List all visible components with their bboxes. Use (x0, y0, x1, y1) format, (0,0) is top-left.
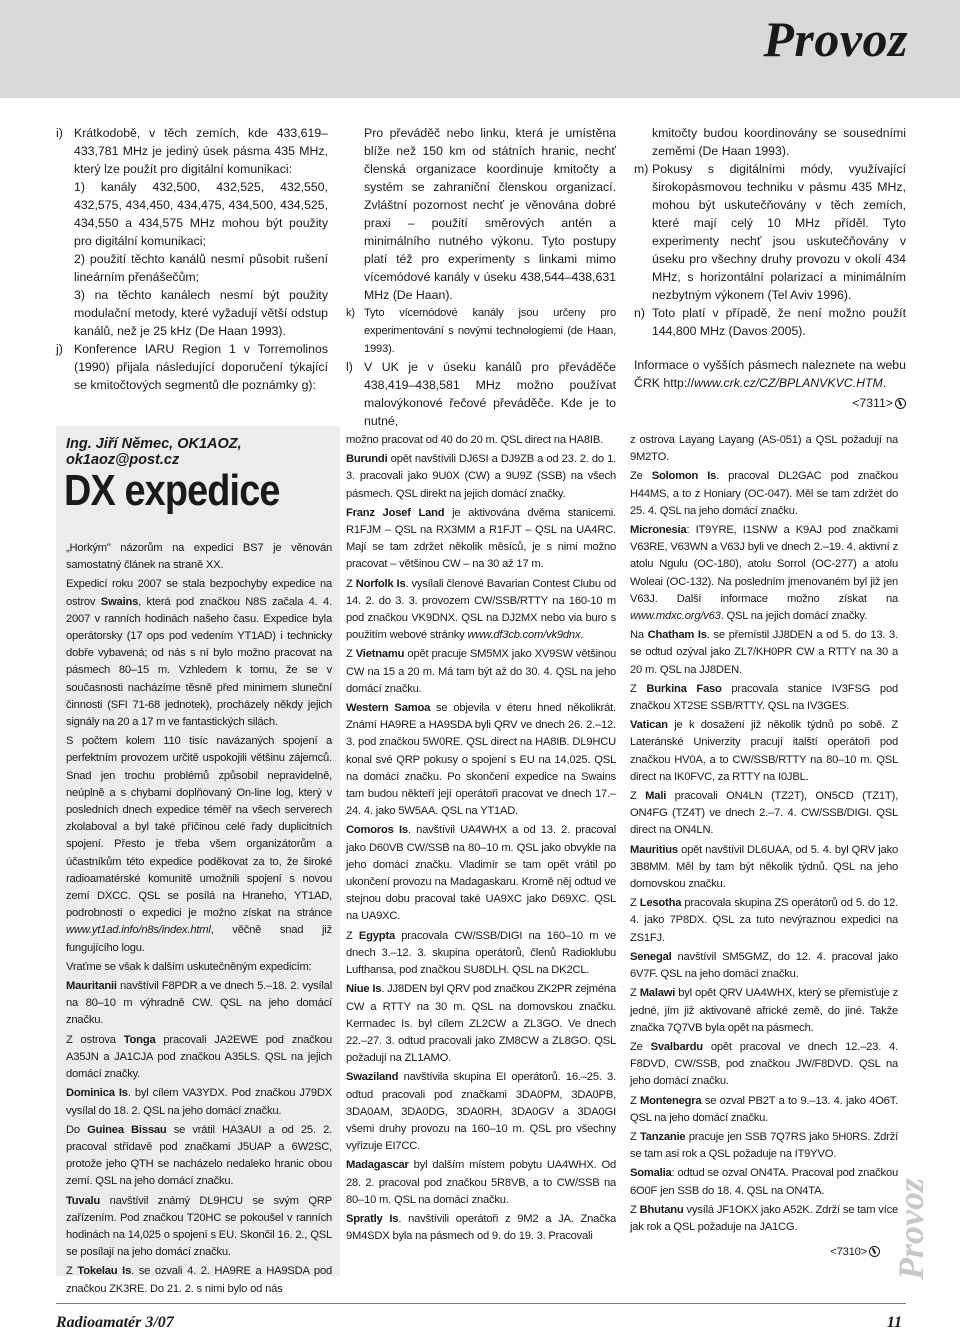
place-name: Comoros Is (346, 824, 408, 837)
text: S počtem kolem 110 tisíc navázaných spojení a perfektním provozem určitě uspokojili většinu zájemců. Snad jen trochu problémů způsobil nepravidelně, neúplně a s chybami doplňovaný On-line log, který v posledních dnech expedice téměř na všech serverech zkolaboval a byl také příčinou celé řady duplicitních spojení. Přesto je třeba všem organizátorům a účastníkům této expedice poděkovat za to, že široké radioamatérské komunitě umožnili spojení s novou zemí DXCC. QSL se posílá na Hraneho, YT1AD, podrobnosti o expedici je možno získat na stránce (66, 735, 332, 920)
text: Do (66, 1123, 88, 1136)
text: se vrátil HA3AUI a od 25. 2. pracoval střídavě pod značkami J5UAP a 6W2SC, protože jeho QTH se nacházelo nedaleko hranic obou zemí. QSL na jeho domácí značku. (66, 1123, 333, 1188)
item-marker: l) (346, 360, 353, 374)
place-name: Montenegra (640, 1094, 702, 1107)
text: . navštívili operátoři z 9M2 a JA. Značka 9M4SDX byla na pásmech od 9. do 19. 3. Pracovali (346, 1212, 616, 1243)
article-author: Ing. Jiří Němec, OK1AOZ, ok1aoz@post.cz (66, 436, 242, 468)
web-link[interactable]: www.yt1ad.info/n8s/index.html (66, 924, 211, 937)
place-name: Lesotha (639, 897, 682, 910)
paragraph (630, 627, 898, 679)
list-item-m (634, 160, 906, 304)
text: Ze (630, 1040, 651, 1053)
place-name: Chatham Is (647, 629, 707, 642)
text: . JJ8DEN byl QRV pod značkou ZK2PR zejména CW a RTTY na 30 m. QSL na domovskou značku. Kermadec Is. byl cílem ZL2CW a ZL3GO. Ve dnech 22.–27. 3. odtud pracovali jako ZM8CW a ZL8GO. QSL požadují na ZL1AMO. (346, 983, 616, 1065)
sub-item-1: 1) kanály 432,500, 432,525, 432,550, 432,575, 434,450, 434,475, 434,500, 434,525, 434,550 a 434,575 MHz mohou být použity pro digitální komunikaci; (74, 180, 328, 248)
paragraph (66, 1032, 332, 1084)
text: , která pod značkou N8S začala 4. 4. 2007 v ranních hodinách našeho času. Expedice byla operátorsky (17 ops pod vedením YT1AD) i technicky dobře vybavená; od nás s ní bylo možno pracovat na pásmech 80–15 m. Vzhledem k tomu, že se v současnosti nacházíme těsně před minimem sluneční činnosti (SFI 71-68 jednotek), procházely někdy jejich signály na 20 a 17 m ve fantastických silách. (66, 595, 332, 729)
top-column-3 (634, 124, 906, 414)
text: je k dosažení již několik týdnů po sobě. Z Lateránské Univerzity pracují italští operátoři pod značkou HV0A, a to CW/SSB/RTTY na 80–10 m. QSL direct na IK0FVC, za RTTY na I0JBL. (630, 719, 898, 783)
continued-paragraph: kmitočty budou koordinovány se sousedními zeměmi (De Haan 1993). (652, 126, 906, 158)
place-name: Micronesia (630, 524, 687, 537)
place-name: Burkina Faso (646, 682, 722, 695)
paragraph (630, 985, 898, 1037)
paragraph (630, 1039, 898, 1091)
place-name: Senegal (630, 950, 672, 963)
text: je aktivována dvěma stanicemi. R1FJM – QSL na RX3MM a R1FJT – QSL na UA4RC. Mají se tam zdržet několik měsíců, je s nimi možno pracovat – většinou CW – na 30 až 17 m. (346, 506, 616, 571)
dx-column-3 (630, 432, 898, 1263)
vertical-section-label: Provoz (891, 1178, 931, 1280)
text: . (580, 629, 584, 642)
item-marker: m) (634, 162, 649, 176)
article-ref (634, 394, 906, 412)
item-text: V UK je v úseku kanálů pro převáděče 438,419–438,581 MHz možno používat malovýkonové řečové převáděče. Kde je to nutné, (364, 360, 616, 428)
place-name: Tonga (123, 1033, 156, 1046)
paragraph (346, 822, 616, 925)
place-name: Burundi (346, 453, 388, 466)
dx-column-1 (66, 540, 332, 1300)
place-name: Tanzanie (639, 1130, 686, 1143)
item-text: Pokusy s digitálními módy, využívající širokopásmovou techniku v pásmu 435 MHz, mohou být uskutečňovány v těch zemích, které mají celý 10 MHz příděl. Tyto experimenty nechť jsou uskutečňovány v úseku pro všechny druhy provozu v okolí 434 MHz, s horizontální polarizací a minimálním nezbytným výkonem (Tel Aviv 1996). (652, 162, 906, 302)
end-mark-icon (895, 398, 906, 409)
paragraph (630, 681, 898, 715)
paragraph (630, 895, 898, 947)
dx-column-2 (346, 432, 616, 1247)
item-marker: j) (56, 342, 63, 356)
paragraph (346, 451, 616, 503)
ref-number: <7310> (830, 1246, 867, 1259)
item-text: Toto platí v případě, že není možno použít 144,800 MHz (Davos 2005). (652, 306, 906, 338)
item-text: Tyto vícemódové kanály jsou určeny pro experimentování s novými technologiemi (de Haan, 1993). (364, 307, 616, 355)
sub-item-2: 2) použití těchto kanálů nesmí působit rušení lineárním přenášečům; (74, 252, 328, 284)
article-ref (630, 1244, 898, 1261)
paragraph (66, 576, 332, 731)
paragraph: Vraťme se však k dalším uskutečněným expedicím: (66, 960, 312, 973)
list-item-l (346, 358, 616, 430)
text: Z (66, 1265, 78, 1278)
paragraph (346, 1157, 616, 1209)
top-column-1 (56, 124, 328, 394)
paragraph (66, 1193, 332, 1262)
text: se ozval PB2T a to 9.–13. 4. jako 4O6T. QSL na jeho domácí značku. (630, 1094, 898, 1124)
text: pracovala CW/SSB/DIGI na 160–10 m ve dnech 3.–12. 3. skupina operátorů, členů Radioklubu Lufthansa, pod značkou SU8DLH. QSL na DK2CL. (346, 929, 616, 977)
text: pracovala stanice IV3FSG pod značkou XT2SE SSB/RTTY. QSL na IV3GES. (630, 682, 898, 713)
place-name: Malawi (639, 987, 676, 1000)
page-number: 11 (886, 1314, 902, 1331)
text: : IT9YRE, I1SNW a K9AJ pod značkami V63RE, V63WN a V63J byli ve dnech 2.–19. 4. aktivní z atolu Ngulu (OC-180), atolu Sorrol (OC-277) a atolu Woleai (OC-132). Na posledním jmenovaném byl již jen V63J. Další informace možno získat na (630, 524, 898, 605)
text: byl dalším místem pobytu UA4WHX. Od 28. 2. pracoval pod značkou 5R8VB, a to CW/SSB na 80–10 m. QSL na domácí značku. (346, 1159, 616, 1206)
item-marker: n) (634, 306, 645, 320)
paragraph (66, 733, 332, 957)
list-item-i (56, 124, 328, 178)
paragraph (630, 788, 898, 840)
text: pracovali ON4LN (TZ2T), ON5CD (TZ1T), ON4FG (TZ4T) ve dnech 2.–7. 4. CW/SSB/DIGI. QSL direct na ON4LN. (630, 790, 898, 837)
item-marker: i) (56, 126, 63, 140)
paragraph (66, 1085, 332, 1119)
paragraph (630, 1202, 898, 1236)
text: Z (630, 1130, 640, 1143)
text: . pracoval DL2GAC pod značkou H44MS, a to z Honiary (OC-047). Měl se tam zdržet do 25. 4. QSL na jeho domácí značku. (630, 470, 898, 517)
place-name: Spratly Is (346, 1212, 399, 1225)
paragraph (346, 981, 616, 1067)
text: opět pracuje SM5MX jako XV9SW většinou CW na 15 a 20 m. Má tam být až do 30. 4. QSL na jeho domácí značku. (346, 648, 616, 695)
text: Z (346, 648, 356, 661)
text: Expedicí roku 2007 se stala bezpochyby expedice na ostrov (66, 578, 332, 608)
text: navštívil F8PDR a ve dnech 5.–18. 2. vysílal na 80–10 m výhradně CW. QSL na jeho domácí značku. (66, 980, 332, 1027)
web-link[interactable]: www.df3cb.com/vk9dnx (467, 629, 581, 642)
info-end: . (882, 376, 887, 390)
section-title: Provoz (763, 11, 908, 67)
paragraph: možno pracovat od 40 do 20 m. QSL direct na HA8IB. (346, 434, 603, 446)
text: pracovali JA2EWE pod značkou A35JN a JA1CJA pod značkou A35LS. QSL na jejich domácí značky. (66, 1033, 332, 1081)
paragraph (630, 949, 898, 983)
text: . se ozvali 4. 2. HA9RE a HA9SDA pod značkou ZK3RE. Do 21. 2. s nimi bylo od nás (66, 1265, 332, 1295)
paragraph (346, 700, 616, 820)
paragraph (630, 1129, 898, 1163)
place-name: Dominica Is (66, 1087, 128, 1100)
text: Na (630, 629, 648, 642)
place-name: Swaziland (346, 1071, 399, 1084)
info-paragraph (634, 356, 906, 392)
item-text: Konference IARU Region 1 v Torremolinos (1990) přijala následující doporučení týkající se kmitočtových segmentů dle poznámky g): (74, 342, 328, 392)
text: navštívil SM5GMZ, do 12. 4. pracoval jako 6V7F. QSL na jeho domácí značku. (630, 950, 898, 981)
text: Ze (630, 470, 652, 483)
paragraph (66, 1263, 332, 1297)
text: . byl cílem VA3YDX. Pod značkou J79DX vysílal do 18. 2. QSL na jeho domácí značku. (66, 1087, 333, 1117)
text: navštívil známý DL9HCU se svým QRP zařízením. Pod značkou T20HC se pokoušel v ranních hodinách na 14,025 o spojení s EU. Skončil 16. 2., QSL se posílají na jeho domácí značku. (66, 1194, 332, 1259)
place-name: Madagascar (346, 1159, 409, 1172)
text: Z (630, 682, 647, 695)
item-text: Krátkodobě, v těch zemích, kde 433,619–433,781 MHz je jediný úsek pásma 435 MHz, který lze použít pro digitální komunikaci: (74, 126, 328, 176)
article-title: DX expedice (64, 466, 280, 515)
paragraph (346, 505, 616, 574)
place-name: Swains (100, 595, 139, 608)
text: . navštívil UA4WHX a od 13. 2. pracoval jako D60VB CW/SSB na 80–10 m. QSL jako obvykle na jeho domácí značku. Vladimír se tam opět vrátil po ukončení provozu na Madagaskaru. Kromě něj odtud ve stejnou dobu pracoval také UA9XC jako D69XC. QSL na UA9XC. (346, 824, 616, 923)
paragraph (346, 1069, 616, 1155)
text: byl opět QRV UA4WHX, který se přemisťuje z jedné, jím již aktivované africké země, do jiné. Takže značka 7Q7VB byla opět na pásmech. (630, 987, 898, 1034)
paragraph (630, 717, 898, 786)
text: opět navštívili DJ6SI a DJ9ZB a od 23. 2. do 1. 3. pracovali jako 9U0X (CW) a 9U9Z (SSB) na všech pásmech. QSL direkt na jejich domácí značky. (346, 453, 616, 500)
paragraph (346, 576, 616, 645)
text: se objevila v éteru hned několikrát. Známí HA9RE a HA9SDA byli QRV ve dnech 26. 2.–12. 3. pod značkou 5W0RE. QSL direct na HA8IB. DL9HCU konal své QRP pokusy o spojení s EU na 14,025. QSL na domácí značku. Po skončení expedice na Swains tam budou někteří její operátoři pracovat ve dnech 17.–24. 4. jako 5W5AA. QSL na YT1AD. (346, 702, 616, 818)
paragraph: „Horkým" názorům na expedici BS7 je věnován samostatný článek na straně XX. (66, 542, 332, 572)
item-marker: k) (346, 307, 355, 319)
paragraph (630, 842, 898, 894)
footer-rule (56, 1303, 906, 1304)
list-item-j (56, 340, 328, 394)
text: vysílá JF1OKX jako A52K. Zdrží se tam více jak rok a QSL požaduje na JA1CG. (630, 1203, 898, 1233)
place-name: Vietnamu (355, 648, 405, 661)
text: opět navštívil DL6UAA, od 5. 4. byl QRV jako 3B8MM. Měl by tam být několik týdnů. QSL na jeho domovskou značku. (630, 843, 898, 891)
place-name: Norfolk Is (355, 577, 406, 590)
place-name: Mali (645, 790, 667, 803)
place-name: Franz Josef Land (346, 506, 445, 519)
text: pracovala skupina ZS operátorů od 5. do 12. 4. jako 7P8DX. QSL za tuto nevýraznou expedici na ZS1FJ. (630, 897, 898, 944)
paragraph (346, 928, 616, 980)
list-item-k (346, 304, 616, 358)
text: Z (346, 577, 356, 590)
paragraph (630, 522, 898, 625)
text: . vysílali členové Bavarian Contest Clubu od 14. 2. do 3. 3. provozem CW/SSB/RTTY na 160-10 m pod značkou VK9DNX. QSL na DJ2MX nebo via buro s použitím webové stránky (346, 577, 616, 642)
place-name: Tokelau Is (77, 1265, 132, 1278)
paragraph (630, 468, 898, 520)
paragraph (66, 978, 332, 1030)
place-name: Tuvalu (66, 1194, 101, 1207)
place-name: Mauritanii (66, 980, 117, 993)
text: Z (630, 987, 640, 1000)
text: . QSL na jejich domácí značky. (720, 610, 868, 623)
place-name: Egypta (358, 929, 395, 942)
continued-paragraph: Pro převáděč nebo linku, která je umístěna blíže než 150 km od státních hranic, nechť členská organizace koordinuje kmitočty a systém se zahraniční členskou organizací. Zvláštní pozornost nechť je věnována dobré praxi – použití směrových antén a minimálního nutného výkonu. Tyto postupy platí též pro experimenty s linkami mimo vícemódové kanály v úseku 438,544–438,631 MHz (De Haan). (364, 126, 616, 302)
paragraph (630, 1093, 898, 1127)
text: Z (630, 790, 646, 803)
place-name: Somalia (630, 1167, 672, 1180)
info-text: Informace o vyšších pásmech naleznete na webu ČRK http:// (634, 358, 906, 390)
info-link[interactable]: www.crk.cz/CZ/BPLANVKVC.HTM (694, 376, 883, 390)
paragraph (630, 1165, 898, 1199)
place-name: Solomon Is (651, 470, 717, 483)
ref-number: <7311> (852, 396, 893, 410)
magazine-issue: Radioamatér 3/07 (56, 1314, 174, 1331)
list-item-n (634, 304, 906, 340)
text: opět pracoval ve dnech 12.–23. 4. F8DVD, CW/SSB, pod značkou JW/F8DVD. QSL na jeho domácí značku. (630, 1040, 898, 1088)
text: pracuje jen SSB 7Q7RS jako 5H0RS. Zdrží se tam asi rok a QSL požaduje na IT9YVO. (630, 1130, 898, 1161)
paragraph (346, 1211, 616, 1245)
place-name: Svalbardu (650, 1040, 703, 1053)
place-name: Vatican (630, 719, 668, 732)
text: Z ostrova (66, 1033, 124, 1046)
text: , věčně snad již fungujícího logu. (66, 924, 332, 954)
place-name: Bhutanu (639, 1203, 684, 1216)
text: . se přemístil JJ8DEN a od 5. do 13. 3. se odtud ozýval jako ZL7/KH0PR CW a RTTY na 30 a 20 m. QSL na JJ8DEN. (630, 629, 898, 676)
paragraph: z ostrova Layang Layang (AS-051) a QSL požadují na 9M2TO. (630, 434, 898, 464)
sub-item-3: 3) na těchto kanálech nesmí být použity modulační metody, které vyžadují větší odstup kanálů, než je 25 kHz (De Haan 1993). (74, 288, 328, 338)
paragraph (66, 1122, 332, 1191)
web-link[interactable]: www.mdxc.org/v63 (630, 610, 721, 623)
text: Z (630, 897, 640, 910)
paragraph (346, 646, 616, 698)
text: Z (630, 1094, 641, 1107)
place-name: Niue Is (346, 983, 382, 996)
text: navštívila skupina EI operátorů. 16.–25. 3. odtud pracovali pod značkami 3DA0PM, 3DA0PB, 3DA0AM, 3DA0DG, 3DA0RH, 3DA0GV a 3DA0GI všemi druhy provozu na 160–10 m. QSL pro všechny vyřizuje EI7CC. (346, 1071, 616, 1153)
top-column-2 (346, 124, 616, 430)
text: Z (346, 929, 359, 942)
end-mark-icon (869, 1246, 880, 1257)
place-name: Western Samoa (346, 702, 431, 715)
text: Z (630, 1203, 640, 1216)
place-name: Guinea Bissau (87, 1123, 167, 1136)
place-name: Mauritius (630, 843, 678, 856)
text: : odtud se ozval ON4TA. Pracoval pod značkou 6O0F jen SSB do 18. 4. QSL na ON4TA. (630, 1167, 898, 1197)
